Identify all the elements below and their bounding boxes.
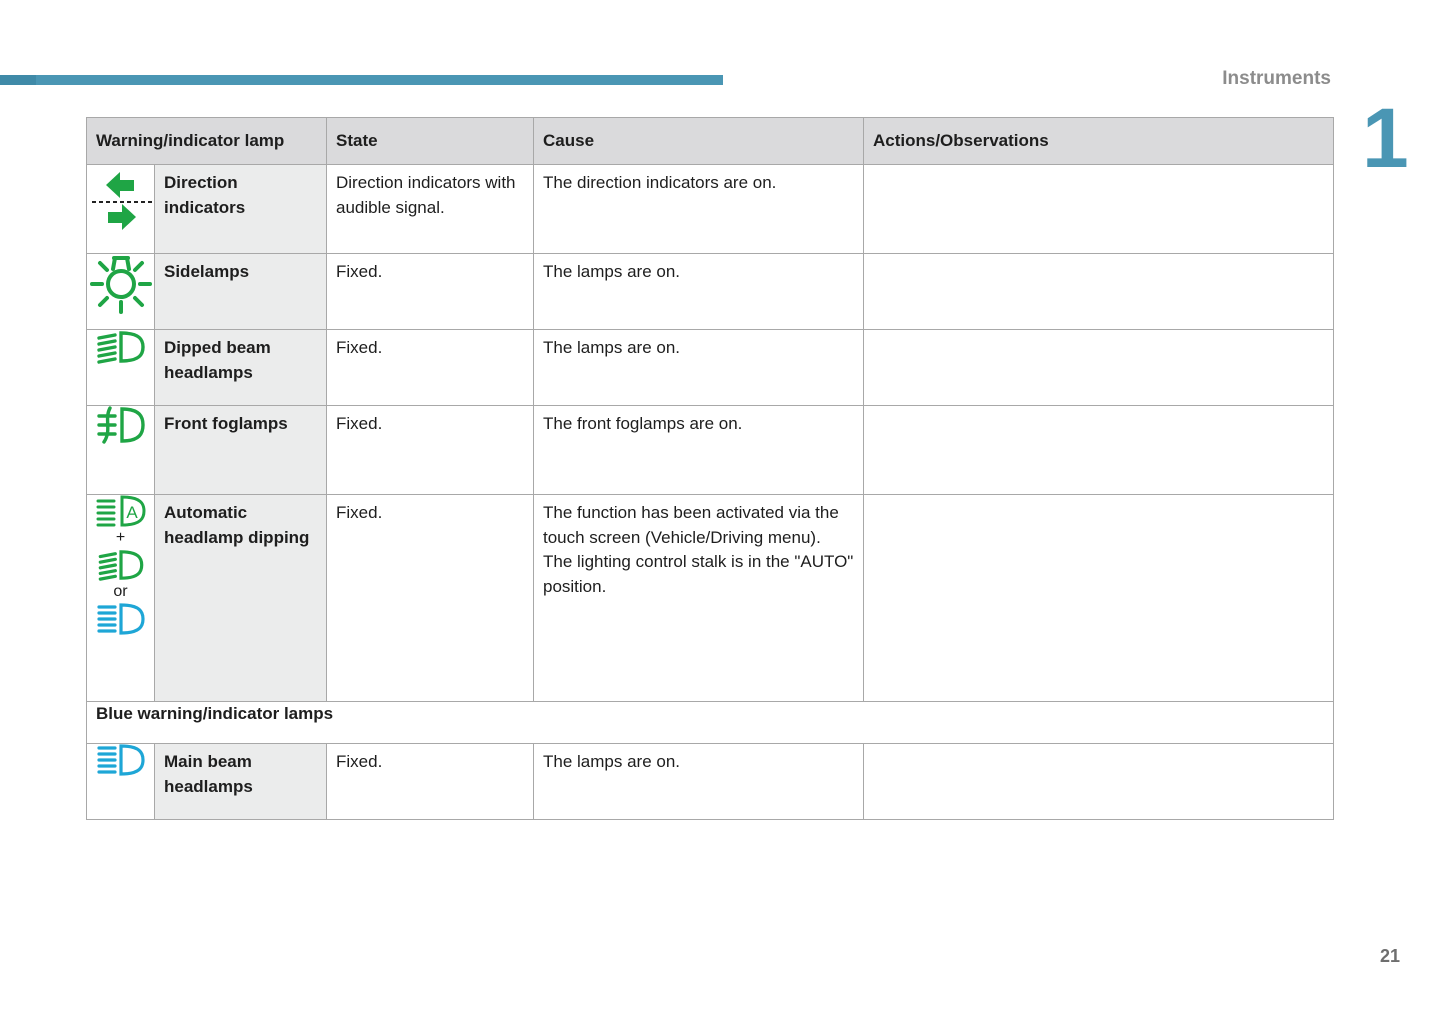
direction-indicators-icon [87,165,155,254]
chapter-number: 1 [1362,91,1409,185]
table-row [87,330,1334,406]
table-row [87,254,1334,330]
section-heading: Blue warning/indicator lamps [87,702,1334,744]
lamp-cause: The front foglamps are on. [534,406,864,495]
automatic-headlamp-icon [87,495,155,702]
lamp-name: Direction indicators [155,165,327,254]
lamp-actions [864,744,1334,820]
lamp-state: Fixed. [327,330,534,406]
lamp-state: Fixed. [327,495,534,702]
lamp-actions [864,495,1334,702]
lamp-name: Front foglamps [155,406,327,495]
table-row [87,744,1334,820]
dipped-beam-icon [87,330,155,406]
lamp-actions [864,406,1334,495]
lamp-state: Fixed. [327,744,534,820]
table-row [87,495,1334,702]
lamp-name: Automatic headlamp dipping [155,495,327,702]
lamp-actions [864,254,1334,330]
lamp-name: Sidelamps [155,254,327,330]
cause-line: The function has been activated via the touch screen (Vehicle/Driving menu). [543,503,839,547]
svg-text:A: A [125,503,138,522]
column-header-actions: Actions/Observations [864,118,1334,165]
lamp-cause: The lamps are on. [534,254,864,330]
lamp-state: Direction indicators with audible signal. [327,165,534,254]
icon-connector-plus: + [115,529,126,546]
page-number: 21 [1380,946,1401,966]
header-rule [0,75,723,85]
section-row [87,702,1334,744]
lamp-name: Dipped beam headlamps [155,330,327,406]
lamp-state: Fixed. [327,254,534,330]
header-rule-accent [0,75,36,85]
table-header-row [87,118,1334,165]
lamp-cause: The lamps are on. [534,330,864,406]
lamp-cause: The lamps are on. [534,744,864,820]
main-beam-icon [87,744,155,820]
lamp-cause: The direction indicators are on. [534,165,864,254]
cause-line: The lighting control stalk is in the "AUTO" position. [543,552,854,596]
table-row [87,165,1334,254]
dipped-beam-icon [96,549,146,581]
column-header-cause: Cause [534,118,864,165]
lamp-name: Main beam headlamps [155,744,327,820]
sidelamps-icon [87,254,155,330]
column-header-state: State [327,118,534,165]
icon-connector-or: or [113,583,128,600]
main-beam-icon [96,603,146,635]
lamp-actions [864,330,1334,406]
lamp-cause [534,495,864,702]
front-foglamps-icon [87,406,155,495]
auto-beam-icon [95,495,147,527]
column-header-lamp: Warning/indicator lamp [87,118,327,165]
table-row [87,406,1334,495]
lamp-state: Fixed. [327,406,534,495]
warning-lamps-table [86,117,1334,820]
lamp-actions [864,165,1334,254]
section-title: Instruments [1222,68,1331,89]
